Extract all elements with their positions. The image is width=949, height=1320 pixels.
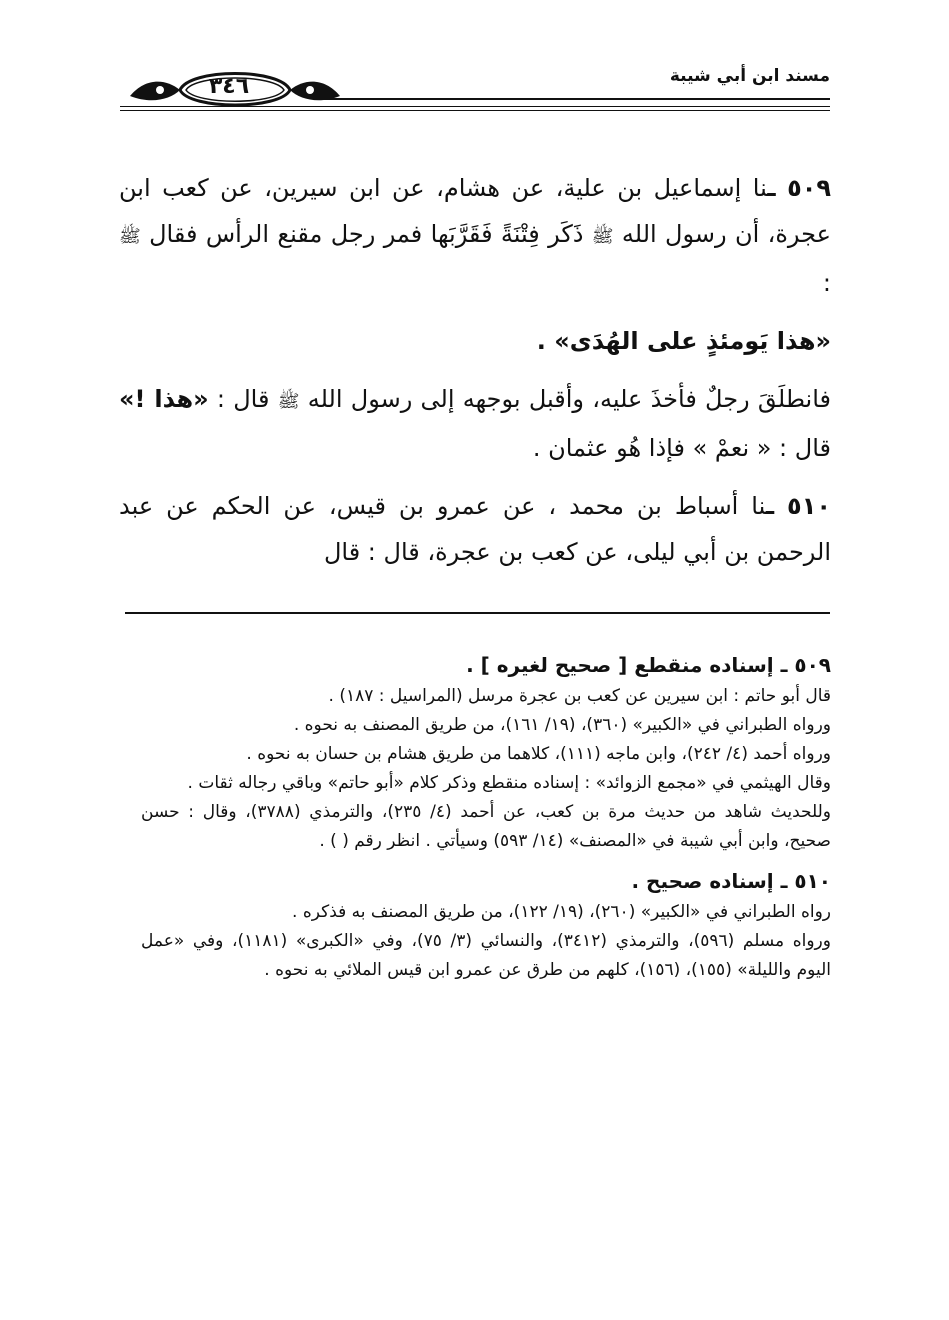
header-rule bbox=[120, 106, 830, 107]
hadith-number: ٥١٠ bbox=[787, 492, 831, 520]
footnote-line: ورواه الطبراني في «الكبير» (٣٦٠)، (١٩/ ١٦١)، من طريق المصنف به نحوه . bbox=[293, 715, 831, 735]
footnote-line: رواه الطبراني في «الكبير» (٢٦٠)، (١٩/ ١٢٢)، من طريق المصنف به فذكره . bbox=[292, 902, 831, 922]
salutation-glyph: ﷺ bbox=[277, 391, 300, 412]
footnote-line: وللحديث شاهد من حديث مرة بن كعب، عن أحمد (٤/ ٢٣٥)، والترمذي (٣٧٨٨)، وقال : حسن صحيح، وابن أبي شيبة في «المصنف» (١٤/ ٥٩٣) وسيأتي . انظر رقم ( ) . bbox=[141, 802, 831, 851]
footnote-line: وقال الهيثمي في «مجمع الزوائد» : إسناده منقطع وذكر كلام «أبو حاتم» وباقي رجاله ثقات . bbox=[187, 773, 831, 793]
hadith-text: ذَكَر فِتْنَةً فَقَرَّبَها فمر رجل مقنع الرأس فقال bbox=[149, 220, 584, 248]
book-title: مسند ابن أبي شيبة bbox=[669, 66, 830, 86]
quoted-phrase: «هذا !» bbox=[119, 385, 209, 413]
footnote-line: قال أبو حاتم : ابن سيرين عن كعب بن عجرة مرسل (المراسيل : ١٨٧) . bbox=[328, 686, 831, 706]
footnote-line: ورواه أحمد (٤/ ٢٤٢)، وابن ماجه (١١١)، كلاهما من طريق هشام بن حسان به نحوه . bbox=[246, 744, 831, 764]
dash: ـ bbox=[765, 492, 775, 520]
page-number: ٣٤٦ bbox=[208, 74, 250, 99]
page-header bbox=[120, 60, 830, 120]
hadith-text: : bbox=[822, 269, 831, 297]
salutation-glyph: ﷺ bbox=[591, 226, 614, 247]
hadith-text: قال : bbox=[216, 385, 270, 413]
hadith-text: نا أسباط بن محمد ، عن عمرو بن قيس، عن الحكم عن عبد الرحمن بن أبي ليلى، عن كعب بن عجرة، قال : قال bbox=[119, 492, 831, 566]
header-rule bbox=[320, 98, 830, 100]
footnotes bbox=[141, 648, 831, 985]
salutation-glyph: ﷺ bbox=[119, 226, 141, 247]
hadith-number: ٥٠٩ bbox=[787, 174, 832, 202]
footnote-heading-510: ٥١٠ ـ إسناده صحيح . bbox=[631, 869, 831, 893]
spacer bbox=[141, 856, 831, 864]
hadith-text: قال : « نعمْ » فإذا هُو عثمان . bbox=[532, 434, 831, 462]
footnote-line: ورواه مسلم (٥٩٦)، والترمذي (٣٤١٢)، والنسائي (٣/ ٧٥)، وفي «الكبرى» (١١٨١)، وفي «عمل اليوم والليلة» (١٥٥)، (١٥٦)، كلهم من طرق عن عمرو ابن قيس الملائي به نحوه . bbox=[141, 931, 831, 980]
hadith-509-continued bbox=[119, 376, 831, 471]
hadith-510 bbox=[119, 483, 831, 575]
hadith-509 bbox=[119, 165, 831, 306]
header-rule bbox=[120, 110, 830, 111]
main-text bbox=[119, 165, 831, 587]
hadith-text: نا إسماعيل بن علية، عن هشام، عن ابن سيرين، عن كعب ابن عجرة، أن رسول الله bbox=[119, 174, 831, 248]
hadith-text: فانطلَقَ رجلٌ فأخذَ عليه، وأقبل بوجهه إلى رسول الله bbox=[307, 385, 832, 413]
footnote-heading-509: ٥٠٩ ـ إسناده منقطع [ صحيح لغيره ] . bbox=[466, 653, 831, 677]
hadith-quote: «هذا يَومئذٍ على الهُدَى» . bbox=[536, 327, 831, 355]
dash: ـ bbox=[767, 174, 776, 202]
footnote-divider bbox=[125, 612, 830, 614]
